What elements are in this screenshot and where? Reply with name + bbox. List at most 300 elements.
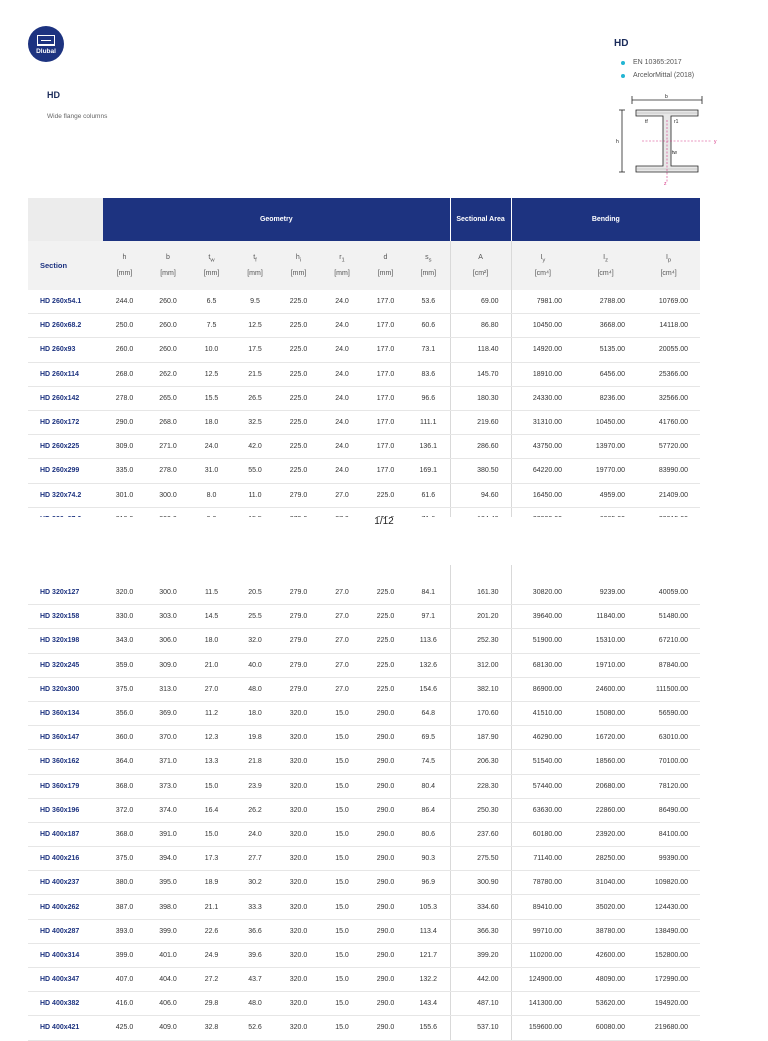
col-header-b: b [mm] bbox=[146, 241, 190, 290]
value-cell: 320.0 bbox=[277, 919, 320, 943]
value-cell: 15.0 bbox=[320, 750, 364, 774]
value-cell: 15.0 bbox=[320, 798, 364, 822]
value-cell: 27.0 bbox=[320, 581, 364, 605]
value-cell: 51900.00 bbox=[511, 629, 574, 653]
table-row bbox=[28, 386, 700, 410]
value-cell: 225.0 bbox=[277, 362, 320, 386]
value-cell: 177.0 bbox=[364, 435, 407, 459]
value-cell: 279.0 bbox=[277, 581, 320, 605]
page-title: HD bbox=[47, 90, 60, 100]
value-cell: 31310.00 bbox=[511, 410, 574, 434]
value-cell: 394.0 bbox=[146, 847, 190, 871]
col-header-h: h [mm] bbox=[103, 241, 146, 290]
value-cell: 225.0 bbox=[364, 677, 407, 701]
value-cell: 225.0 bbox=[364, 605, 407, 629]
standard-item: ArcelorMittal (2018) bbox=[621, 69, 694, 82]
value-cell: 309.0 bbox=[146, 653, 190, 677]
group-sectional-area: Sectional Area bbox=[450, 198, 511, 241]
value-cell: 43750.00 bbox=[511, 435, 574, 459]
col-header-r1: $r_1$ [mm] bbox=[320, 241, 364, 290]
value-cell: 300.90 bbox=[450, 871, 511, 895]
value-cell: 12.3 bbox=[190, 726, 233, 750]
sections-table-page-2 bbox=[28, 565, 700, 1041]
value-cell: 21409.00 bbox=[637, 483, 700, 507]
value-cell: 78120.00 bbox=[637, 774, 700, 798]
col-header-iy: $I_y$ [cm⁴] bbox=[511, 241, 574, 290]
value-cell: 401.0 bbox=[146, 943, 190, 967]
page-1-table-area bbox=[0, 0, 768, 517]
value-cell: 83.6 bbox=[407, 362, 450, 386]
label-h: h bbox=[616, 139, 619, 145]
value-cell: 301.0 bbox=[103, 483, 146, 507]
section-name-cell: HD 400x216 bbox=[28, 847, 103, 871]
value-cell: 60080.00 bbox=[574, 1016, 637, 1040]
value-cell: 225.0 bbox=[277, 435, 320, 459]
value-cell: 177.0 bbox=[364, 290, 407, 314]
value-cell: 24.0 bbox=[320, 290, 364, 314]
value-cell: 55.0 bbox=[233, 459, 277, 483]
value-cell: 60180.00 bbox=[511, 822, 574, 846]
value-cell: 73.1 bbox=[407, 338, 450, 362]
value-cell: 15.0 bbox=[190, 822, 233, 846]
value-cell: 369.0 bbox=[146, 701, 190, 725]
value-cell: 15.5 bbox=[190, 386, 233, 410]
value-cell: 43.7 bbox=[233, 968, 277, 992]
value-cell: 17.5 bbox=[233, 338, 277, 362]
value-cell: 371.0 bbox=[146, 750, 190, 774]
value-cell: 96.6 bbox=[407, 386, 450, 410]
value-cell: 27.2 bbox=[190, 968, 233, 992]
value-cell: 290.0 bbox=[364, 750, 407, 774]
label-z: z bbox=[664, 181, 667, 186]
value-cell: 407.0 bbox=[103, 968, 146, 992]
value-cell: 16720.00 bbox=[574, 726, 637, 750]
value-cell: 9.5 bbox=[233, 290, 277, 314]
value-cell: 32.8 bbox=[190, 1016, 233, 1040]
value-cell: 7981.00 bbox=[511, 290, 574, 314]
value-cell: 78780.00 bbox=[511, 871, 574, 895]
value-cell: 96.9 bbox=[407, 871, 450, 895]
value-cell: 395.0 bbox=[146, 871, 190, 895]
value-cell: 23920.00 bbox=[574, 822, 637, 846]
section-name-cell: HD 260x114 bbox=[28, 362, 103, 386]
value-cell: 8.0 bbox=[190, 483, 233, 507]
value-cell: 24.0 bbox=[320, 410, 364, 434]
section-name-cell: HD 400x421 bbox=[28, 1016, 103, 1040]
value-cell: 21.8 bbox=[233, 750, 277, 774]
value-cell: 320.0 bbox=[277, 992, 320, 1016]
value-cell: 286.60 bbox=[450, 435, 511, 459]
section-name-cell: HD 400x382 bbox=[28, 992, 103, 1016]
section-name-cell: HD 320x198 bbox=[28, 629, 103, 653]
value-cell: 194920.00 bbox=[637, 992, 700, 1016]
section-name-cell: HD 320x245 bbox=[28, 653, 103, 677]
value-cell: 15.0 bbox=[320, 1016, 364, 1040]
value-cell: 24.0 bbox=[320, 362, 364, 386]
value-cell: 35020.00 bbox=[574, 895, 637, 919]
section-name-cell: HD 260x142 bbox=[28, 386, 103, 410]
label-tf: tf bbox=[645, 119, 648, 125]
value-cell: 40059.00 bbox=[637, 581, 700, 605]
section-name-cell: HD 320x74.2 bbox=[28, 483, 103, 507]
value-cell: 320.0 bbox=[277, 798, 320, 822]
value-cell: 487.10 bbox=[450, 992, 511, 1016]
value-cell: 90.3 bbox=[407, 847, 450, 871]
section-name-cell: HD 360x162 bbox=[28, 750, 103, 774]
value-cell: 154.6 bbox=[407, 677, 450, 701]
label-tw: tw bbox=[672, 150, 677, 156]
table-row bbox=[28, 992, 700, 1016]
section-name-cell: HD 320x300 bbox=[28, 677, 103, 701]
value-cell: 290.0 bbox=[364, 895, 407, 919]
value-cell: 290.0 bbox=[364, 871, 407, 895]
value-cell: 279.0 bbox=[277, 605, 320, 629]
col-header-iz: $I_z$ [cm⁴] bbox=[574, 241, 637, 290]
value-cell: 250.30 bbox=[450, 798, 511, 822]
value-cell: 14118.00 bbox=[637, 314, 700, 338]
value-cell: 113.6 bbox=[407, 629, 450, 653]
value-cell: 320.0 bbox=[103, 581, 146, 605]
value-cell: 64.8 bbox=[407, 701, 450, 725]
value-cell: 24.0 bbox=[320, 459, 364, 483]
value-cell: 309.0 bbox=[103, 435, 146, 459]
value-cell: 219680.00 bbox=[637, 1016, 700, 1040]
value-cell: 290.0 bbox=[364, 943, 407, 967]
value-cell: 39640.00 bbox=[511, 605, 574, 629]
value-cell: 161.30 bbox=[450, 581, 511, 605]
value-cell: 3668.00 bbox=[574, 314, 637, 338]
col-header-tw: $t_w$ [mm] bbox=[190, 241, 233, 290]
value-cell: 425.0 bbox=[103, 1016, 146, 1040]
value-cell: 404.0 bbox=[146, 968, 190, 992]
value-cell: 20.5 bbox=[233, 581, 277, 605]
value-cell: 53.6 bbox=[407, 290, 450, 314]
value-cell: 32566.00 bbox=[637, 386, 700, 410]
table-row bbox=[28, 410, 700, 434]
table-row bbox=[28, 677, 700, 701]
value-cell: 132.6 bbox=[407, 653, 450, 677]
section-name-cell: HD 400x347 bbox=[28, 968, 103, 992]
value-cell: 262.0 bbox=[146, 362, 190, 386]
value-cell: 399.0 bbox=[103, 943, 146, 967]
table-row bbox=[28, 290, 700, 314]
value-cell: 290.0 bbox=[103, 410, 146, 434]
value-cell: 312.00 bbox=[450, 653, 511, 677]
value-cell: 290.0 bbox=[364, 992, 407, 1016]
value-cell: 15.0 bbox=[320, 822, 364, 846]
value-cell: 56590.00 bbox=[637, 701, 700, 725]
value-cell: 416.0 bbox=[103, 992, 146, 1016]
value-cell: 290.0 bbox=[364, 726, 407, 750]
value-cell: 63630.00 bbox=[511, 798, 574, 822]
value-cell: 145.70 bbox=[450, 362, 511, 386]
value-cell: 74.5 bbox=[407, 750, 450, 774]
value-cell: 356.0 bbox=[103, 701, 146, 725]
value-cell: 57440.00 bbox=[511, 774, 574, 798]
section-name-cell: HD 400x314 bbox=[28, 943, 103, 967]
value-cell: 290.0 bbox=[364, 847, 407, 871]
value-cell: 335.0 bbox=[103, 459, 146, 483]
value-cell: 15.0 bbox=[320, 774, 364, 798]
value-cell: 26.5 bbox=[233, 386, 277, 410]
value-cell: 15.0 bbox=[320, 895, 364, 919]
value-cell: 380.50 bbox=[450, 459, 511, 483]
value-cell: 320.0 bbox=[277, 750, 320, 774]
table-row bbox=[28, 459, 700, 483]
value-cell: 97.1 bbox=[407, 605, 450, 629]
table-row bbox=[28, 653, 700, 677]
col-header-hi: $h_i$ [mm] bbox=[277, 241, 320, 290]
value-cell: 320.0 bbox=[277, 847, 320, 871]
value-cell: 15310.00 bbox=[574, 629, 637, 653]
value-cell: 250.0 bbox=[103, 314, 146, 338]
value-cell: 368.0 bbox=[103, 774, 146, 798]
col-header-ip: $I_p$ [cm⁴] bbox=[637, 241, 700, 290]
value-cell: 24.0 bbox=[320, 338, 364, 362]
value-cell: 265.0 bbox=[146, 386, 190, 410]
section-name-cell: HD 360x147 bbox=[28, 726, 103, 750]
value-cell: 19710.00 bbox=[574, 653, 637, 677]
value-cell: 4959.00 bbox=[574, 483, 637, 507]
value-cell: 84100.00 bbox=[637, 822, 700, 846]
section-column-header: Section bbox=[28, 241, 103, 290]
section-name-cell: HD 320x127 bbox=[28, 581, 103, 605]
value-cell: 15.0 bbox=[320, 726, 364, 750]
section-name-cell: HD 260x299 bbox=[28, 459, 103, 483]
value-cell: 177.0 bbox=[364, 459, 407, 483]
value-cell: 63010.00 bbox=[637, 726, 700, 750]
value-cell: 41510.00 bbox=[511, 701, 574, 725]
value-cell: 380.0 bbox=[103, 871, 146, 895]
value-cell: 71140.00 bbox=[511, 847, 574, 871]
series-title-right: HD bbox=[614, 38, 629, 49]
section-name-cell: HD 260x54.1 bbox=[28, 290, 103, 314]
value-cell: 109820.00 bbox=[637, 871, 700, 895]
label-r1: r1 bbox=[674, 119, 679, 125]
value-cell: 51480.00 bbox=[637, 605, 700, 629]
value-cell: 99390.00 bbox=[637, 847, 700, 871]
value-cell: 26.2 bbox=[233, 798, 277, 822]
value-cell: 11840.00 bbox=[574, 605, 637, 629]
value-cell: 225.0 bbox=[277, 338, 320, 362]
group-header-row bbox=[28, 198, 700, 241]
value-cell: 118.40 bbox=[450, 338, 511, 362]
value-cell: 57720.00 bbox=[637, 435, 700, 459]
value-cell: 24600.00 bbox=[574, 677, 637, 701]
value-cell: 370.0 bbox=[146, 726, 190, 750]
value-cell: 5135.00 bbox=[574, 338, 637, 362]
value-cell: 375.0 bbox=[103, 677, 146, 701]
value-cell: 15.0 bbox=[320, 968, 364, 992]
value-cell: 11.2 bbox=[190, 701, 233, 725]
value-cell: 33.3 bbox=[233, 895, 277, 919]
value-cell: 21.0 bbox=[190, 653, 233, 677]
value-cell: 105.3 bbox=[407, 895, 450, 919]
value-cell: 22.6 bbox=[190, 919, 233, 943]
value-cell: 225.0 bbox=[277, 410, 320, 434]
value-cell: 10450.00 bbox=[574, 410, 637, 434]
value-cell: 391.0 bbox=[146, 822, 190, 846]
value-cell: 399.20 bbox=[450, 943, 511, 967]
value-cell: 18910.00 bbox=[511, 362, 574, 386]
value-cell: 368.0 bbox=[103, 822, 146, 846]
value-cell: 260.0 bbox=[103, 338, 146, 362]
col-header-d: d [mm] bbox=[364, 241, 407, 290]
value-cell: 31040.00 bbox=[574, 871, 637, 895]
value-cell: 320.0 bbox=[277, 871, 320, 895]
value-cell: 290.0 bbox=[364, 968, 407, 992]
value-cell: 30820.00 bbox=[511, 581, 574, 605]
value-cell: 225.0 bbox=[364, 653, 407, 677]
table-row bbox=[28, 314, 700, 338]
value-cell: 225.0 bbox=[277, 459, 320, 483]
value-cell: 68130.00 bbox=[511, 653, 574, 677]
value-cell: 279.0 bbox=[277, 483, 320, 507]
value-cell: 69.00 bbox=[450, 290, 511, 314]
value-cell: 24.0 bbox=[190, 435, 233, 459]
value-cell: 48090.00 bbox=[574, 968, 637, 992]
value-cell: 11.5 bbox=[190, 581, 233, 605]
value-cell: 99710.00 bbox=[511, 919, 574, 943]
value-cell: 18.0 bbox=[233, 701, 277, 725]
value-cell: 268.0 bbox=[146, 410, 190, 434]
value-cell: 15.0 bbox=[320, 871, 364, 895]
value-cell: 64220.00 bbox=[511, 459, 574, 483]
value-cell: 290.0 bbox=[364, 798, 407, 822]
section-name-cell: HD 360x134 bbox=[28, 701, 103, 725]
value-cell: 21.1 bbox=[190, 895, 233, 919]
value-cell: 15.0 bbox=[320, 919, 364, 943]
value-cell: 83990.00 bbox=[637, 459, 700, 483]
table-row bbox=[28, 774, 700, 798]
value-cell: 225.0 bbox=[364, 581, 407, 605]
value-cell: 70100.00 bbox=[637, 750, 700, 774]
value-cell: 39.6 bbox=[233, 943, 277, 967]
value-cell: 382.10 bbox=[450, 677, 511, 701]
value-cell: 42600.00 bbox=[574, 943, 637, 967]
table-row bbox=[28, 362, 700, 386]
value-cell: 300.0 bbox=[146, 581, 190, 605]
value-cell: 271.0 bbox=[146, 435, 190, 459]
col-header-a: A [cm²] bbox=[450, 241, 511, 290]
value-cell: 27.0 bbox=[320, 483, 364, 507]
value-cell: 12.5 bbox=[190, 362, 233, 386]
value-cell: 320.0 bbox=[277, 1016, 320, 1040]
value-cell: 24330.00 bbox=[511, 386, 574, 410]
value-cell: 6456.00 bbox=[574, 362, 637, 386]
value-cell: 252.30 bbox=[450, 629, 511, 653]
table-row bbox=[28, 338, 700, 362]
value-cell: 399.0 bbox=[146, 919, 190, 943]
value-cell: 169.1 bbox=[407, 459, 450, 483]
value-cell: 172990.00 bbox=[637, 968, 700, 992]
value-cell: 38780.00 bbox=[574, 919, 637, 943]
value-cell: 9239.00 bbox=[574, 581, 637, 605]
table-row bbox=[28, 943, 700, 967]
section-name-cell: HD 260x225 bbox=[28, 435, 103, 459]
value-cell: 121.7 bbox=[407, 943, 450, 967]
section-name-cell: HD 400x287 bbox=[28, 919, 103, 943]
value-cell: 31.0 bbox=[190, 459, 233, 483]
value-cell: 48.0 bbox=[233, 677, 277, 701]
value-cell: 110200.00 bbox=[511, 943, 574, 967]
value-cell: 27.0 bbox=[320, 653, 364, 677]
section-name-cell: HD 360x179 bbox=[28, 774, 103, 798]
value-cell: 398.0 bbox=[146, 895, 190, 919]
value-cell: 23.9 bbox=[233, 774, 277, 798]
value-cell: 177.0 bbox=[364, 386, 407, 410]
table-top-spacer bbox=[28, 565, 700, 581]
value-cell: 334.60 bbox=[450, 895, 511, 919]
sections-table-page-1 bbox=[28, 198, 700, 517]
value-cell: 278.0 bbox=[146, 459, 190, 483]
section-name-cell: HD 320x158 bbox=[28, 605, 103, 629]
value-cell: 32.5 bbox=[233, 410, 277, 434]
value-cell: 360.0 bbox=[103, 726, 146, 750]
value-cell: 18.0 bbox=[190, 629, 233, 653]
value-cell: 10450.00 bbox=[511, 314, 574, 338]
value-cell: 320.0 bbox=[277, 701, 320, 725]
value-cell: 12.5 bbox=[233, 314, 277, 338]
value-cell: 25366.00 bbox=[637, 362, 700, 386]
value-cell: 374.0 bbox=[146, 798, 190, 822]
value-cell: 60.6 bbox=[407, 314, 450, 338]
value-cell: 373.0 bbox=[146, 774, 190, 798]
value-cell: 313.0 bbox=[146, 677, 190, 701]
value-cell: 393.0 bbox=[103, 919, 146, 943]
value-cell: 53620.00 bbox=[574, 992, 637, 1016]
table-row bbox=[28, 483, 700, 507]
value-cell: 124430.00 bbox=[637, 895, 700, 919]
value-cell: 13970.00 bbox=[574, 435, 637, 459]
value-cell: 290.0 bbox=[364, 822, 407, 846]
value-cell: 201.20 bbox=[450, 605, 511, 629]
value-cell: 206.30 bbox=[450, 750, 511, 774]
group-bending: Bending bbox=[511, 198, 700, 241]
label-y: y bbox=[714, 139, 717, 145]
value-cell: 159600.00 bbox=[511, 1016, 574, 1040]
value-cell: 27.0 bbox=[320, 605, 364, 629]
column-header-row bbox=[28, 241, 700, 290]
label-b: b bbox=[665, 94, 668, 100]
value-cell: 170.60 bbox=[450, 701, 511, 725]
value-cell: 16.4 bbox=[190, 798, 233, 822]
value-cell: 86490.00 bbox=[637, 798, 700, 822]
page-2-rows bbox=[28, 581, 700, 1040]
value-cell: 320.0 bbox=[277, 822, 320, 846]
value-cell: 30.2 bbox=[233, 871, 277, 895]
value-cell: 278.0 bbox=[103, 386, 146, 410]
value-cell: 111500.00 bbox=[637, 677, 700, 701]
value-cell: 20055.00 bbox=[637, 338, 700, 362]
group-geometry: Geometry bbox=[103, 198, 450, 241]
value-cell: 372.0 bbox=[103, 798, 146, 822]
value-cell: 19770.00 bbox=[574, 459, 637, 483]
value-cell: 306.0 bbox=[146, 629, 190, 653]
value-cell: 89410.00 bbox=[511, 895, 574, 919]
value-cell: 42.0 bbox=[233, 435, 277, 459]
value-cell: 225.0 bbox=[364, 629, 407, 653]
table-row bbox=[28, 605, 700, 629]
table-row bbox=[28, 919, 700, 943]
value-cell: 187.90 bbox=[450, 726, 511, 750]
value-cell: 359.0 bbox=[103, 653, 146, 677]
value-cell: 228.30 bbox=[450, 774, 511, 798]
value-cell: 343.0 bbox=[103, 629, 146, 653]
value-cell: 16450.00 bbox=[511, 483, 574, 507]
value-cell: 279.0 bbox=[277, 653, 320, 677]
standard-item: EN 10365:2017 bbox=[621, 56, 694, 69]
